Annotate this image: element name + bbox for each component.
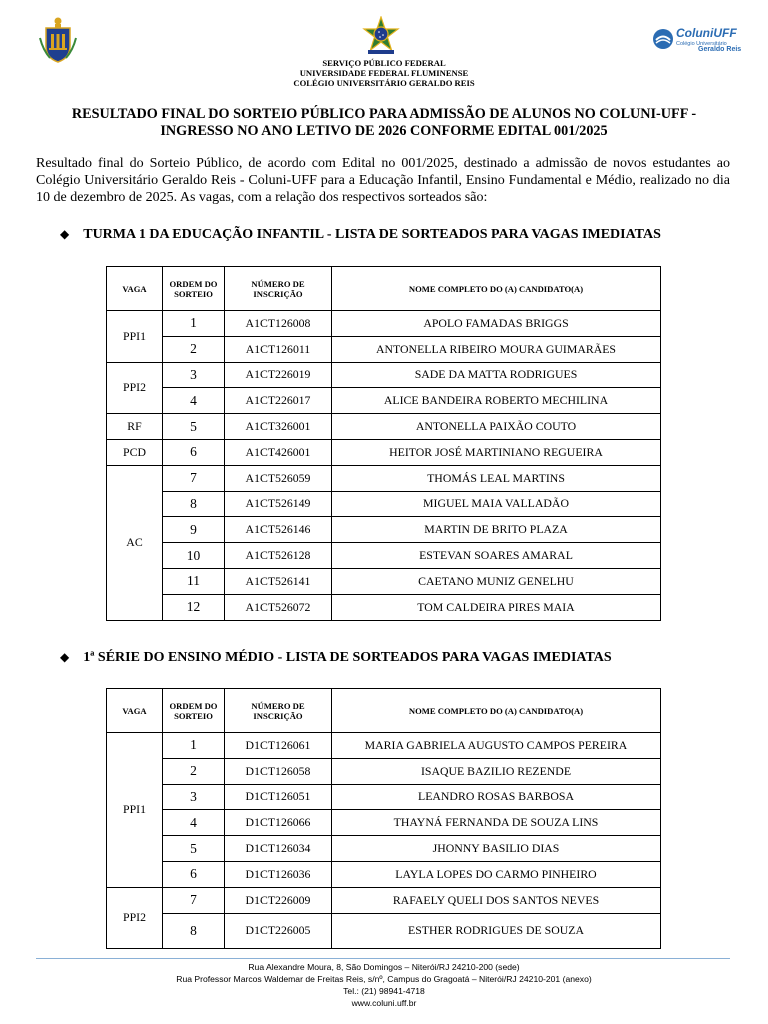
cell-ordem: 2 [163, 336, 225, 362]
cell-ordem: 12 [163, 594, 225, 620]
cell-nome: ANTONELLA RIBEIRO MOURA GUIMARÃES [332, 336, 661, 362]
brazil-coat-of-arms-logo [362, 16, 400, 56]
cell-ordem: 6 [163, 861, 225, 887]
cell-ordem: 11 [163, 568, 225, 594]
cell-vaga: PPI2 [107, 362, 163, 414]
section-heading [60, 650, 612, 666]
cell-ordem: 4 [163, 810, 225, 836]
cell-inscricao: A1CT126011 [225, 336, 332, 362]
cell-nome: THAYNÁ FERNANDA DE SOUZA LINS [332, 810, 661, 836]
cell-ordem: 10 [163, 543, 225, 569]
cell-nome: THOMÁS LEAL MARTINS [332, 465, 661, 491]
footer-divider [36, 958, 730, 959]
table-row [107, 543, 661, 569]
cell-ordem: 8 [163, 491, 225, 517]
coluni-uff-logo [652, 24, 742, 56]
cell-ordem: 6 [163, 439, 225, 465]
cell-ordem: 1 [163, 311, 225, 337]
col-header-ordem: ORDEM DO SORTEIO [163, 267, 225, 311]
footer-website: www.coluni.uff.br [351, 998, 417, 1008]
document-title-line: RESULTADO FINAL DO SORTEIO PÚBLICO PARA ADMISSÃO DE ALUNOS NO COLUNI-UFF - [71, 106, 697, 122]
cell-nome: HEITOR JOSÉ MARTINIANO REGUEIRA [332, 439, 661, 465]
table-row [107, 517, 661, 543]
cell-vaga: PPI1 [107, 733, 163, 888]
cell-nome: MIGUEL MAIA VALLADÃO [332, 491, 661, 517]
cell-nome: ANTONELLA PAIXÃO COUTO [332, 414, 661, 440]
footer-address-line: Rua Professor Marcos Waldemar de Freitas Reis, s/nº, Campus do Gragoatá – Niterói/RJ 24210-201 (anexo) [176, 974, 592, 984]
cell-nome: ESTHER RODRIGUES DE SOUZA [332, 913, 661, 948]
intro-paragraph: Resultado final do Sorteio Público, de acordo com Edital no 001/2025, destinado a admissão de novos estudantes ao Colégio Universitário Geraldo Reis - Coluni-UFF para a Educação Infantil, Ensino Fundamental e Médio, realizado no dia 10 de dezembro de 2025. As vagas, com a relação dos respectivos sorteados são: [36, 156, 730, 205]
cell-ordem: 4 [163, 388, 225, 414]
footer-address-line: Rua Alexandre Moura, 8, São Domingos – Niterói/RJ 24210-200 (sede) [248, 962, 520, 972]
cell-ordem: 5 [163, 414, 225, 440]
section-heading-text: TURMA 1 DA EDUCAÇÃO INFANTIL - LISTA DE SORTEADOS PARA VAGAS IMEDIATAS [83, 227, 661, 242]
coluni-logo-subtext-2: Geraldo Reis [698, 46, 742, 53]
cell-inscricao: D1CT226005 [225, 913, 332, 948]
cell-inscricao: A1CT526141 [225, 568, 332, 594]
table-row [107, 887, 661, 913]
cell-vaga: PPI2 [107, 887, 163, 948]
table-row [107, 733, 661, 759]
table-row [107, 439, 661, 465]
cell-vaga: PCD [107, 439, 163, 465]
cell-nome: ESTEVAN SOARES AMARAL [332, 543, 661, 569]
cell-nome: APOLO FAMADAS BRIGGS [332, 311, 661, 337]
cell-inscricao: A1CT526059 [225, 465, 332, 491]
institution-line: UNIVERSIDADE FEDERAL FLUMINENSE [299, 68, 469, 78]
cell-ordem: 7 [163, 465, 225, 491]
cell-vaga: PPI1 [107, 311, 163, 363]
cell-nome: LEANDRO ROSAS BARBOSA [332, 784, 661, 810]
table-row [107, 861, 661, 887]
table-row [107, 913, 661, 948]
col-header-nome: NOME COMPLETO DO (A) CANDIDATO(A) [332, 689, 661, 733]
table-row [107, 758, 661, 784]
table-row [107, 491, 661, 517]
table-row [107, 311, 661, 337]
table-row [107, 465, 661, 491]
table-row [107, 568, 661, 594]
cell-inscricao: D1CT126061 [225, 733, 332, 759]
cell-ordem: 2 [163, 758, 225, 784]
cell-ordem: 3 [163, 362, 225, 388]
cell-inscricao: D1CT126051 [225, 784, 332, 810]
col-header-numero: NÚMERO DE INSCRIÇÃO [225, 267, 332, 311]
cell-inscricao: A1CT526128 [225, 543, 332, 569]
cell-inscricao: A1CT526146 [225, 517, 332, 543]
cell-nome: ALICE BANDEIRA ROBERTO MECHILINA [332, 388, 661, 414]
cell-ordem: 5 [163, 836, 225, 862]
cell-ordem: 9 [163, 517, 225, 543]
results-table [106, 688, 661, 949]
table-row [107, 362, 661, 388]
coluni-emblem-icon [652, 28, 674, 50]
cell-nome: CAETANO MUNIZ GENELHU [332, 568, 661, 594]
cell-inscricao: D1CT126066 [225, 810, 332, 836]
cell-inscricao: A1CT326001 [225, 414, 332, 440]
cell-nome: RAFAELY QUELI DOS SANTOS NEVES [332, 887, 661, 913]
diamond-bullet-icon: ◆ [60, 650, 70, 664]
cell-nome: ISAQUE BAZILIO REZENDE [332, 758, 661, 784]
table-row [107, 836, 661, 862]
cell-inscricao: D1CT226009 [225, 887, 332, 913]
table-row [107, 388, 661, 414]
section-heading [60, 227, 661, 243]
col-header-ordem: ORDEM DO SORTEIO [163, 689, 225, 733]
coluni-logo-subtext: Colégio Universitário [676, 41, 727, 47]
uff-coat-of-arms-logo [38, 16, 78, 64]
section-heading-text: 1ª SÉRIE DO ENSINO MÉDIO - LISTA DE SORTEADOS PARA VAGAS IMEDIATAS [83, 650, 612, 665]
table-row [107, 336, 661, 362]
cell-nome: MARIA GABRIELA AUGUSTO CAMPOS PEREIRA [332, 733, 661, 759]
cell-inscricao: A1CT526149 [225, 491, 332, 517]
cell-inscricao: A1CT126008 [225, 311, 332, 337]
cell-nome: MARTIN DE BRITO PLAZA [332, 517, 661, 543]
institution-line: SERVIÇO PÚBLICO FEDERAL [322, 58, 446, 68]
cell-inscricao: A1CT526072 [225, 594, 332, 620]
cell-ordem: 3 [163, 784, 225, 810]
cell-inscricao: D1CT126058 [225, 758, 332, 784]
table-row [107, 594, 661, 620]
cell-nome: LAYLA LOPES DO CARMO PINHEIRO [332, 861, 661, 887]
cell-inscricao: A1CT226017 [225, 388, 332, 414]
col-header-vaga: VAGA [107, 267, 163, 311]
cell-inscricao: A1CT426001 [225, 439, 332, 465]
cell-vaga: AC [107, 465, 163, 620]
cell-inscricao: D1CT126036 [225, 861, 332, 887]
coluni-logo-text: ColuniUFF [676, 26, 737, 40]
col-header-numero: NÚMERO DE INSCRIÇÃO [225, 689, 332, 733]
table-row [107, 414, 661, 440]
cell-ordem: 8 [163, 913, 225, 948]
institution-line: COLÉGIO UNIVERSITÁRIO GERALDO REIS [293, 78, 475, 88]
col-header-nome: NOME COMPLETO DO (A) CANDIDATO(A) [332, 267, 661, 311]
table-row [107, 784, 661, 810]
cell-ordem: 1 [163, 733, 225, 759]
cell-ordem: 7 [163, 887, 225, 913]
col-header-vaga: VAGA [107, 689, 163, 733]
results-table [106, 266, 661, 621]
document-title-line: INGRESSO NO ANO LETIVO DE 2026 CONFORME EDITAL 001/2025 [160, 123, 608, 139]
footer-phone: Tel.: (21) 98941-4718 [343, 986, 425, 996]
diamond-bullet-icon: ◆ [60, 227, 70, 241]
cell-nome: TOM CALDEIRA PIRES MAIA [332, 594, 661, 620]
cell-nome: JHONNY BASILIO DIAS [332, 836, 661, 862]
cell-nome: SADE DA MATTA RODRIGUES [332, 362, 661, 388]
cell-vaga: RF [107, 414, 163, 440]
cell-inscricao: A1CT226019 [225, 362, 332, 388]
cell-inscricao: D1CT126034 [225, 836, 332, 862]
table-row [107, 810, 661, 836]
